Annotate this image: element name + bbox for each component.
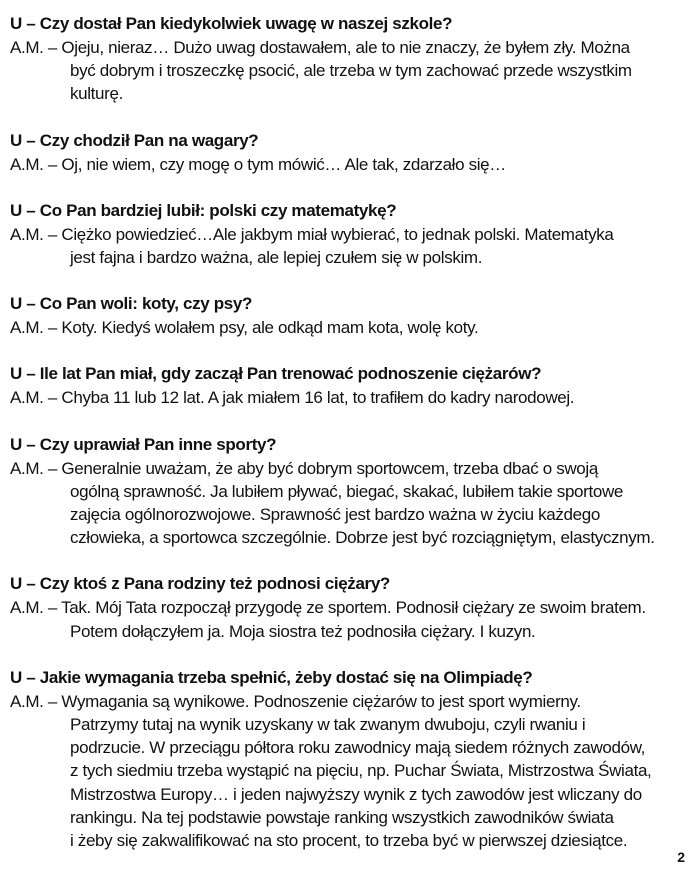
answer-line — [10, 36, 695, 59]
answer-line: Patrzymy tutaj na wynik uzyskany w tak zwanym dwuboju, czyli rwaniu i — [70, 715, 586, 735]
answer-line — [10, 153, 695, 176]
speaker-label: A.M. – — [10, 388, 62, 408]
answer-line: być dobrym i troszeczkę psocić, ale trzeba w tym zachować przede wszystkim — [70, 61, 632, 81]
answer-line: Mistrzostwa Europy… i jeden najwyższy wynik z tych zawodów jest wliczany do — [70, 784, 642, 804]
answer — [10, 153, 695, 176]
answer-text: Tak. Mój Tata rozpoczął przygodę ze sportem. Podnosił ciężary ze swoim bratem. — [61, 598, 646, 618]
question: U – Czy uprawiał Pan inne sporty? — [10, 434, 277, 454]
qa-entry — [10, 129, 695, 176]
answer-text: Chyba 11 lub 12 lat. A jak miałem 16 lat, to trafiłem do kadry narodowej. — [61, 388, 575, 408]
answer-line: z tych siedmiu trzeba wystąpić na pięciu, np. Puchar Świata, Mistrzostwa Świata, — [70, 761, 652, 781]
answer — [10, 457, 695, 550]
answer — [10, 386, 695, 409]
answer-line: zajęcia ogólnorozwojowe. Sprawność jest bardzo ważna w życiu każdego — [70, 505, 600, 525]
question: U – Jakie wymagania trzeba spełnić, żeby dostać się na Olimpiadę? — [10, 667, 533, 687]
speaker-label: A.M. – — [10, 224, 62, 244]
speaker-label: A.M. – — [10, 691, 62, 711]
speaker-label: A.M. – — [10, 38, 62, 57]
answer-line — [10, 596, 695, 619]
answer-line: jest fajna i bardzo ważna, ale lepiej czułem się w polskim. — [70, 248, 483, 268]
interview-document — [10, 12, 695, 875]
answer-line: i żeby się zakwalifikować na sto procent, to trzeba być w pierwszej dziesiątce. — [70, 831, 628, 851]
qa-entry — [10, 433, 695, 550]
question: U – Czy chodził Pan na wagary? — [10, 130, 259, 150]
answer-line: Potem dołączyłem ja. Moja siostra też podnosiła ciężary. I kuzyn. — [70, 621, 536, 641]
qa-entry — [10, 292, 695, 339]
answer-line: podrzucie. W przeciągu półtora roku zawodnicy mają siedem różnych zawodów, — [70, 738, 646, 758]
qa-entry — [10, 362, 695, 409]
question: U – Czy ktoś z Pana rodziny też podnosi ciężary? — [10, 574, 390, 594]
speaker-label: A.M. – — [10, 458, 62, 478]
answer-line: rankingu. Na tej podstawie powstaje ranking wszystkich zawodników świata — [70, 807, 614, 827]
answer-text: Generalnie uważam, że aby być dobrym sportowcem, trzeba dbać o swoją — [61, 458, 598, 478]
answer-text: Wymagania są wynikowe. Podnoszenie ciężarów to jest sport wymierny. — [61, 691, 581, 711]
speaker-label: A.M. – — [10, 598, 62, 618]
answer — [10, 223, 695, 269]
answer-line: kulturę. — [70, 84, 123, 104]
qa-entry — [10, 572, 695, 642]
answer — [10, 36, 695, 106]
answer-line — [10, 690, 695, 713]
page-number: 2 — [677, 849, 685, 865]
answer-text: Koty. Kiedyś wolałem psy, ale odkąd mam kota, wolę koty. — [61, 318, 479, 338]
answer-line: ogólną sprawność. Ja lubiłem pływać, biegać, skakać, lubiłem takie sportowe — [70, 481, 623, 501]
question: U – Czy dostał Pan kiedykolwiek uwagę w naszej szkole? — [10, 14, 453, 33]
question: U – Ile lat Pan miał, gdy zaczął Pan trenować podnoszenie ciężarów? — [10, 364, 542, 384]
answer-text: Oj, nie wiem, czy mogę o tym mówić… Ale tak, zdarzało się… — [61, 154, 506, 174]
qa-entry — [10, 199, 695, 269]
speaker-label: A.M. – — [10, 154, 62, 174]
answer — [10, 316, 695, 339]
answer-line — [10, 457, 695, 480]
answer — [10, 596, 695, 642]
answer-text: Ojeju, nieraz… Dużo uwag dostawałem, ale to nie znaczy, że byłem zły. Można — [61, 38, 630, 57]
answer — [10, 690, 695, 852]
question: U – Co Pan bardziej lubił: polski czy matematykę? — [10, 200, 397, 220]
question: U – Co Pan woli: koty, czy psy? — [10, 294, 253, 314]
qa-entry — [10, 12, 695, 106]
answer-line: człowieka, a sportowca szczególnie. Dobrze jest być rozciągniętym, elastycznym. — [70, 528, 655, 548]
speaker-label: A.M. – — [10, 318, 62, 338]
answer-line — [10, 386, 695, 409]
answer-line — [10, 316, 695, 339]
answer-line — [10, 223, 695, 246]
qa-entry — [10, 666, 695, 852]
answer-text: Ciężko powiedzieć…Ale jakbym miał wybierać, to jednak polski. Matematyka — [61, 224, 614, 244]
